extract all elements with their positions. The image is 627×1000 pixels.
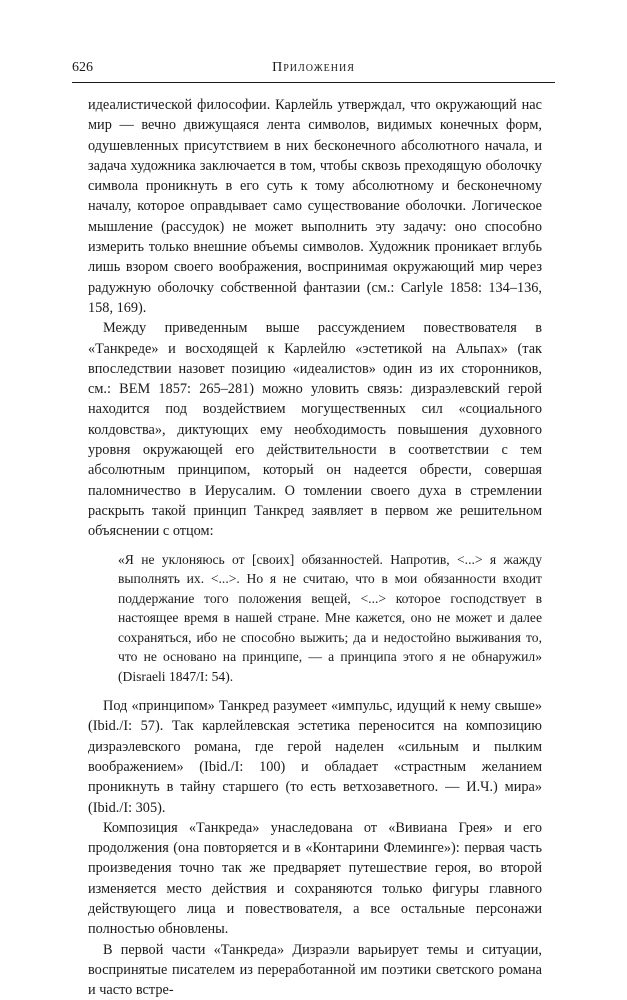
paragraph: Между приведенным выше рассуждением повествователя в «Танкреде» и восходящей к Карлейлю «эстетикой на Альпах» (так впоследствии назовет позицию «идеалистов» один из их сторонников, см.: ВЕМ 1857: 265–281) можно уловить связь: дизраэлевский герой находится под воздействием могущественных сил «социального колдовства», диктующих ему необходимость повышения духовного уровня окружающей его действительности в соответствии с тем абсолютным принципом, который он надеется обрести, совершая паломничество в Иерусалим. О томлении своего духа в стремлении раскрыть такой принцип Танкред заявляет в первом же решительном объяснении с отцом: — [88, 320, 542, 540]
paragraph: Под «принципом» Танкред разумеет «импульс, идущий к нему свыше» (Ibid./I: 57). Так карлейлевская эстетика переносится на композицию дизраэлевского романа, где герой наделен «сильным и пылким воображением» (Ibid./I: 100) и обладает «страстным желанием проникнуть в тайну старшего (то есть ветхозаветного. — И.Ч.) мира» (Ibid./I: 305). — [88, 698, 542, 816]
page-number: 626 — [72, 60, 93, 75]
paragraph: В первой части «Танкреда» Дизраэли варьирует темы и ситуации, воспринятые писателем из переработанной им поэтики светского романа и часто встре- — [88, 941, 542, 999]
block-quote: «Я не уклоняюсь от [своих] обязанностей. Напротив, <...> я жажду выполнять их. <...>. Но я не считаю, что в мои обязанности входит поддержание того положения вещей, <...> которое господствует в настоящее время в нашей стране. Мне кажется, оно не может и далее сохраняться, ибо не способно выжить; да и недостойно выживания то, что не основано на принципе, — а принципа этого я не обнаружил» (Disraeli 1847/I: 54). — [118, 551, 542, 684]
paragraph: Композиция «Танкреда» унаследована от «Вивиана Грея» и его продолжения (она повторяется и в «Контарини Флеминге»): первая часть произведения точно так же предваряет путешествие героя, во второй изменяется место действия и сохраняются только фигуры главного действующего лица и повествователя, а все остальные персонажи полностью обновлены. — [88, 819, 542, 938]
paragraph: идеалистической философии. Карлейль утверждал, что окружающий нас мир — вечно движущаяся лента символов, видимых конечных форм, одушевленных присутствием в них бесконечного абсолютного начала, и задача художника заключается в том, чтобы сквозь преходящую оболочку символа проникнуть в его суть к тому абсолютному и бесконечному началу, которое оправдывает само существование оболочки. Логическое мышление (рассудок) не может выполнить эту задачу: оно способно измерить только внешние объемы символов. Художник проникает вглубь лишь взором своего воображения, воспринимая окружающий мир через радужную оболочку собственной фантазии (см.: Carlyle 1858: 134–136, 158, 169). — [88, 97, 542, 316]
header-rule — [72, 82, 555, 83]
running-title: Приложения — [272, 60, 355, 75]
page-body — [88, 95, 542, 1000]
page-header — [72, 60, 555, 80]
